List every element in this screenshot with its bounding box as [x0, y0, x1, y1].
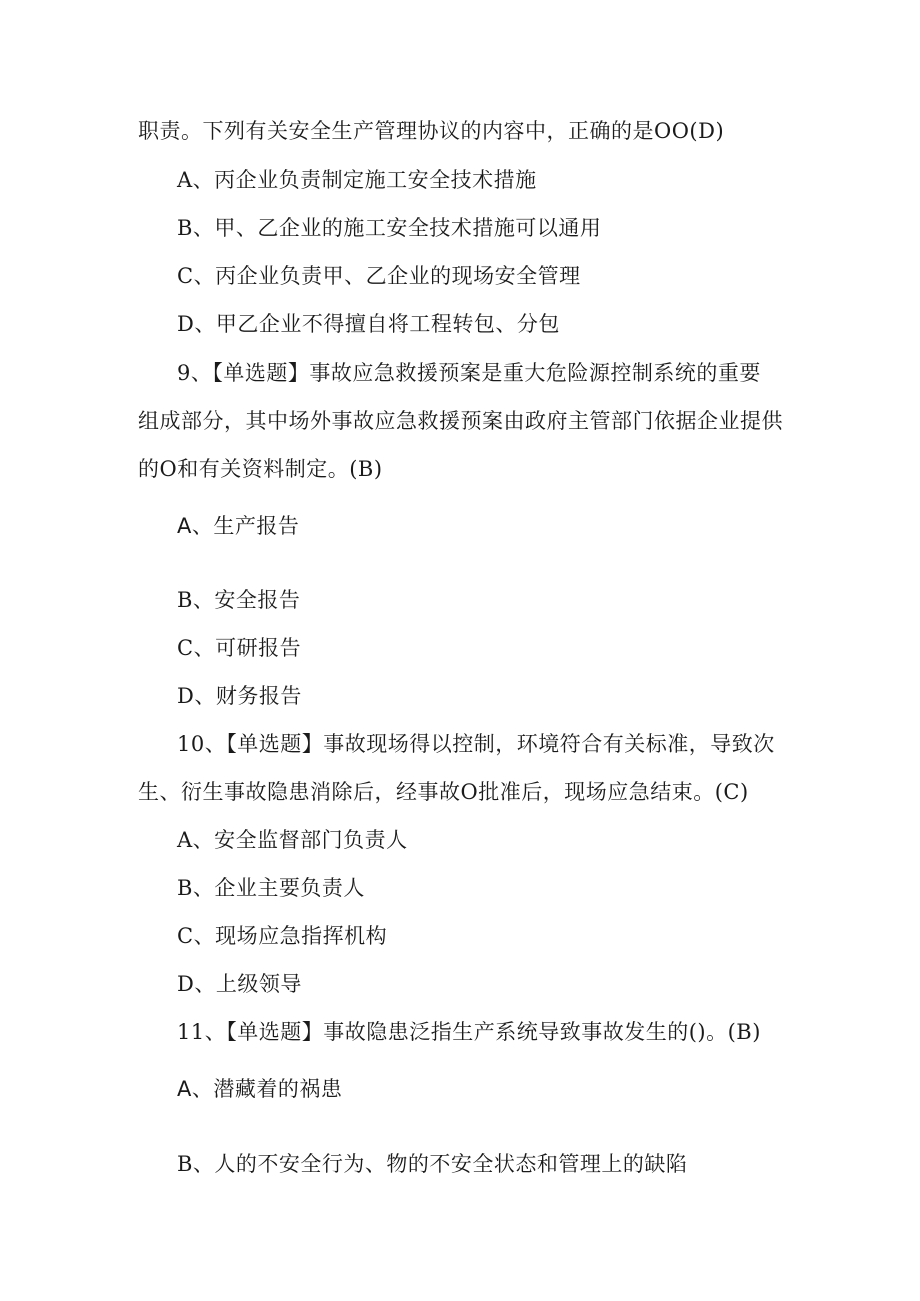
question-8-option-a: A、丙企业负责制定施工安全技术措施 [177, 168, 537, 192]
question-11-stem-line-1: 11、【单选题】事故隐患泛指生产系统导致事故发生的()。(B) [177, 1020, 761, 1044]
question-11-option-b: B、人的不安全行为、物的不安全状态和管理上的缺陷 [177, 1152, 688, 1176]
question-9-stem-line-3: 的O和有关资料制定。(B) [138, 457, 383, 481]
question-9-option-a: A、生产报告 [177, 514, 300, 538]
question-9-stem-line-1: 9、【单选题】事故应急救援预案是重大危险源控制系统的重要 [177, 361, 761, 385]
question-9-option-c: C、可研报告 [177, 636, 302, 660]
question-8-option-b: B、甲、乙企业的施工安全技术措施可以通用 [177, 216, 602, 240]
question-10-option-a: A、安全监督部门负责人 [177, 828, 408, 852]
question-8-option-c: C、丙企业负责甲、乙企业的现场安全管理 [177, 264, 581, 288]
question-10-option-d: D、上级领导 [177, 972, 302, 996]
question-10-stem-line-2: 生、衍生事故隐患消除后，经事故O批准后，现场应急结束。(C) [138, 780, 749, 804]
question-9-option-b: B、安全报告 [177, 588, 301, 612]
question-8-stem-end: 职责。下列有关安全生产管理协议的内容中，正确的是OO(D) [138, 119, 725, 143]
question-11-option-a: A、潜藏着的祸患 [177, 1077, 343, 1101]
question-10-stem-line-1: 10、【单选题】事故现场得以控制，环境符合有关标准，导致次 [177, 732, 775, 756]
question-8-option-d: D、甲乙企业不得擅自将工程转包、分包 [177, 312, 560, 336]
question-9-option-d: D、财务报告 [177, 684, 302, 708]
question-10-option-c: C、现场应急指挥机构 [177, 924, 388, 948]
question-9-stem-line-2: 组成部分，其中场外事故应急救援预案由政府主管部门依据企业提供 [138, 409, 783, 433]
question-10-option-b: B、企业主要负责人 [177, 876, 365, 900]
